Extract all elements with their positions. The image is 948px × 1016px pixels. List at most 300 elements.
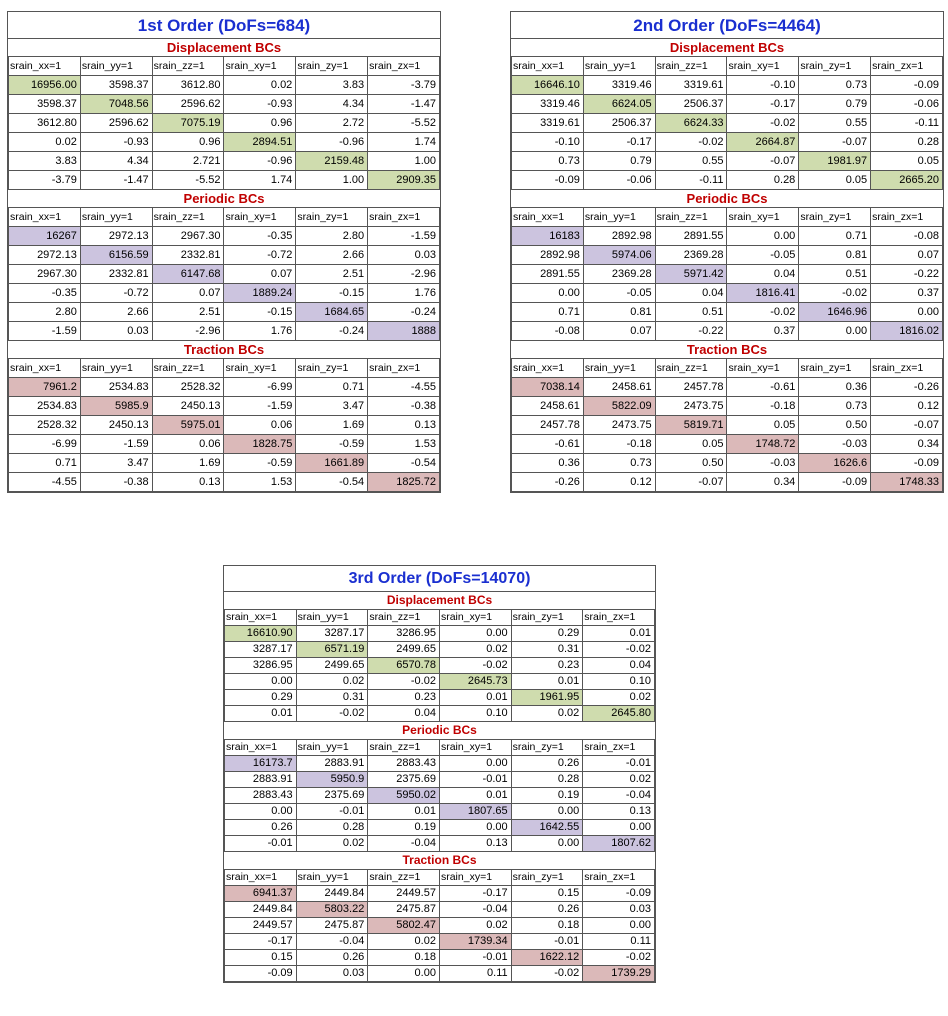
- table-cell: -6.99: [224, 378, 296, 397]
- column-header: srain_zx=1: [871, 208, 943, 227]
- diagonal-cell: 6570.78: [368, 658, 440, 674]
- table-row: [9, 284, 440, 303]
- table-cell: 3.83: [296, 76, 368, 95]
- header-row: [225, 610, 655, 626]
- table-cell: 2449.84: [225, 902, 297, 918]
- panel-title: 2nd Order (DoFs=4464): [511, 12, 943, 39]
- table-row: [9, 265, 440, 284]
- diagonal-cell: 6624.05: [583, 95, 655, 114]
- table-cell: 3319.46: [512, 95, 584, 114]
- table-row: [512, 322, 943, 341]
- table-cell: -0.01: [439, 950, 511, 966]
- column-header: srain_zx=1: [583, 870, 655, 886]
- table-cell: 0.73: [512, 152, 584, 171]
- table-cell: 0.04: [655, 284, 727, 303]
- table-row: [512, 435, 943, 454]
- table-cell: 0.51: [799, 265, 871, 284]
- stiffness-table: [511, 358, 943, 492]
- table-cell: 0.50: [655, 454, 727, 473]
- column-header: srain_xy=1: [439, 740, 511, 756]
- diagonal-cell: 1748.33: [871, 473, 943, 492]
- table-cell: 0.00: [439, 820, 511, 836]
- header-row: [9, 359, 440, 378]
- table-cell: 2457.78: [512, 416, 584, 435]
- column-header: srain_yy=1: [583, 359, 655, 378]
- table-cell: -0.02: [799, 284, 871, 303]
- column-header: srain_xx=1: [225, 610, 297, 626]
- table-cell: -0.07: [799, 133, 871, 152]
- table-row: [512, 133, 943, 152]
- table-row: [9, 416, 440, 435]
- diagonal-cell: 2664.87: [727, 133, 799, 152]
- table-cell: 0.00: [727, 227, 799, 246]
- diagonal-cell: 2894.51: [224, 133, 296, 152]
- table-row: [9, 473, 440, 492]
- column-header: srain_xy=1: [439, 870, 511, 886]
- table-row: [225, 690, 655, 706]
- table-cell: 0.05: [727, 416, 799, 435]
- table-row: [9, 322, 440, 341]
- column-header: srain_zy=1: [511, 610, 583, 626]
- table-cell: -0.04: [439, 902, 511, 918]
- table-row: [9, 246, 440, 265]
- table-cell: 0.71: [512, 303, 584, 322]
- column-header: srain_zx=1: [368, 359, 440, 378]
- diagonal-cell: 1889.24: [224, 284, 296, 303]
- table-cell: 0.01: [225, 706, 297, 722]
- table-cell: 2506.37: [655, 95, 727, 114]
- table-cell: -0.18: [583, 435, 655, 454]
- table-cell: -0.61: [512, 435, 584, 454]
- column-header: srain_yy=1: [80, 208, 152, 227]
- table-cell: 2883.43: [225, 788, 297, 804]
- table-cell: 2967.30: [152, 227, 224, 246]
- table-cell: -5.52: [368, 114, 440, 133]
- table-cell: 0.55: [799, 114, 871, 133]
- column-header: srain_zx=1: [871, 359, 943, 378]
- table-cell: -0.02: [511, 966, 583, 982]
- table-cell: 0.00: [871, 303, 943, 322]
- table-cell: -0.93: [224, 95, 296, 114]
- table-cell: 0.10: [583, 674, 655, 690]
- section-title: Displacement BCs: [166, 40, 282, 55]
- table-cell: -0.17: [225, 934, 297, 950]
- table-cell: 3.83: [9, 152, 81, 171]
- table-cell: 0.71: [296, 378, 368, 397]
- table-cell: -0.24: [296, 322, 368, 341]
- table-cell: 2457.78: [655, 378, 727, 397]
- table-cell: 2475.87: [368, 902, 440, 918]
- stiffness-table: [8, 207, 440, 341]
- table-cell: -4.55: [368, 378, 440, 397]
- panel-title: 1st Order (DoFs=684): [8, 12, 440, 39]
- table-cell: 0.18: [511, 918, 583, 934]
- table-cell: -0.02: [368, 674, 440, 690]
- table-row: [225, 642, 655, 658]
- diagonal-cell: 1622.12: [511, 950, 583, 966]
- header-row: [512, 208, 943, 227]
- table-row: [225, 658, 655, 674]
- table-cell: -0.17: [727, 95, 799, 114]
- table-cell: 2883.43: [368, 756, 440, 772]
- column-header: srain_yy=1: [296, 740, 368, 756]
- table-row: [225, 788, 655, 804]
- diagonal-cell: 1748.72: [727, 435, 799, 454]
- table-cell: 0.71: [9, 454, 81, 473]
- table-cell: -0.72: [80, 284, 152, 303]
- table-cell: 0.02: [583, 772, 655, 788]
- table-cell: -0.01: [225, 836, 297, 852]
- diagonal-cell: 7075.19: [152, 114, 224, 133]
- table-row: [512, 227, 943, 246]
- table-cell: 0.02: [368, 934, 440, 950]
- table-cell: 0.02: [439, 642, 511, 658]
- table-cell: -3.79: [368, 76, 440, 95]
- diagonal-cell: 5971.42: [655, 265, 727, 284]
- table-cell: 0.36: [799, 378, 871, 397]
- column-header: srain_zy=1: [296, 359, 368, 378]
- table-row: [9, 152, 440, 171]
- table-cell: 2891.55: [512, 265, 584, 284]
- table-cell: 0.18: [368, 950, 440, 966]
- diagonal-cell: 1626.6: [799, 454, 871, 473]
- column-header: srain_yy=1: [80, 57, 152, 76]
- table-cell: -0.38: [80, 473, 152, 492]
- table-row: [225, 674, 655, 690]
- table-row: [9, 76, 440, 95]
- table-row: [512, 303, 943, 322]
- table-row: [9, 378, 440, 397]
- table-cell: 2.66: [80, 303, 152, 322]
- table-row: [225, 772, 655, 788]
- table-cell: -0.59: [296, 435, 368, 454]
- column-header: srain_zz=1: [368, 610, 440, 626]
- table-cell: 3286.95: [368, 626, 440, 642]
- column-header: srain_zz=1: [368, 870, 440, 886]
- table-row: [9, 227, 440, 246]
- table-cell: 0.28: [296, 820, 368, 836]
- table-cell: 3319.61: [655, 76, 727, 95]
- table-row: [512, 76, 943, 95]
- table-cell: 0.00: [512, 284, 584, 303]
- table-cell: 0.06: [224, 416, 296, 435]
- table-cell: 0.28: [511, 772, 583, 788]
- table-cell: 2892.98: [583, 227, 655, 246]
- table-cell: 0.07: [583, 322, 655, 341]
- diagonal-cell: 1642.55: [511, 820, 583, 836]
- table-row: [9, 303, 440, 322]
- panel-title: 3rd Order (DoFs=14070): [224, 566, 655, 592]
- table-cell: 3598.37: [80, 76, 152, 95]
- table-cell: 0.79: [583, 152, 655, 171]
- table-row: [225, 756, 655, 772]
- table-cell: 0.31: [511, 642, 583, 658]
- table-cell: 2972.13: [9, 246, 81, 265]
- column-header: srain_xy=1: [727, 359, 799, 378]
- table-cell: -4.55: [9, 473, 81, 492]
- table-cell: 2332.81: [152, 246, 224, 265]
- table-cell: 2473.75: [583, 416, 655, 435]
- panel-2nd-order: [510, 11, 944, 493]
- table-cell: -1.59: [80, 435, 152, 454]
- table-row: [225, 918, 655, 934]
- diagonal-cell: 6571.19: [296, 642, 368, 658]
- table-cell: 0.07: [871, 246, 943, 265]
- table-cell: 2458.61: [512, 397, 584, 416]
- table-cell: 0.15: [225, 950, 297, 966]
- table-row: [512, 416, 943, 435]
- table-row: [225, 902, 655, 918]
- diagonal-cell: 5985.9: [80, 397, 152, 416]
- column-header: srain_yy=1: [80, 359, 152, 378]
- table-cell: 3287.17: [225, 642, 297, 658]
- table-cell: -0.11: [871, 114, 943, 133]
- column-header: srain_zz=1: [152, 359, 224, 378]
- table-cell: -0.04: [296, 934, 368, 950]
- table-cell: 2.72: [296, 114, 368, 133]
- table-cell: 0.37: [727, 322, 799, 341]
- table-cell: 0.37: [871, 284, 943, 303]
- table-cell: 0.96: [224, 114, 296, 133]
- table-cell: 0.50: [799, 416, 871, 435]
- table-cell: 0.79: [799, 95, 871, 114]
- table-cell: 2596.62: [80, 114, 152, 133]
- diagonal-cell: 1888: [368, 322, 440, 341]
- table-cell: -0.08: [512, 322, 584, 341]
- table-cell: 2528.32: [152, 378, 224, 397]
- column-header: srain_zz=1: [152, 208, 224, 227]
- column-header: srain_xx=1: [9, 359, 81, 378]
- table-cell: 0.73: [799, 397, 871, 416]
- table-cell: 2.80: [9, 303, 81, 322]
- section-traction: [8, 341, 440, 492]
- table-cell: 1.76: [368, 284, 440, 303]
- table-cell: -1.59: [224, 397, 296, 416]
- table-row: [225, 706, 655, 722]
- table-cell: -0.06: [871, 95, 943, 114]
- column-header: srain_xx=1: [9, 208, 81, 227]
- section-displacement: [224, 592, 655, 722]
- stiffness-table: [224, 609, 655, 722]
- table-cell: -0.10: [512, 133, 584, 152]
- table-cell: 2891.55: [655, 227, 727, 246]
- column-header: srain_zz=1: [368, 740, 440, 756]
- table-cell: -5.52: [152, 171, 224, 190]
- column-header: srain_zy=1: [511, 870, 583, 886]
- table-cell: -0.02: [439, 658, 511, 674]
- diagonal-cell: 16173.7: [225, 756, 297, 772]
- column-header: srain_zz=1: [655, 57, 727, 76]
- table-cell: 4.34: [296, 95, 368, 114]
- table-cell: 0.00: [799, 322, 871, 341]
- table-cell: 0.07: [224, 265, 296, 284]
- diagonal-cell: 2665.20: [871, 171, 943, 190]
- section-title: Periodic BCs: [183, 191, 265, 206]
- diagonal-cell: 6147.68: [152, 265, 224, 284]
- table-row: [225, 966, 655, 982]
- column-header: srain_xy=1: [224, 57, 296, 76]
- section-traction: [224, 852, 655, 982]
- table-cell: -0.26: [871, 378, 943, 397]
- section-title: Traction BCs: [686, 342, 768, 357]
- table-row: [512, 378, 943, 397]
- column-header: srain_xx=1: [9, 57, 81, 76]
- table-cell: 2883.91: [225, 772, 297, 788]
- table-cell: 0.04: [368, 706, 440, 722]
- table-cell: 3598.37: [9, 95, 81, 114]
- column-header: srain_xx=1: [512, 359, 584, 378]
- table-cell: 0.55: [655, 152, 727, 171]
- stiffness-table: [224, 869, 655, 982]
- column-header: srain_xy=1: [224, 208, 296, 227]
- column-header: srain_zy=1: [296, 57, 368, 76]
- table-cell: 0.26: [511, 756, 583, 772]
- table-cell: -0.93: [80, 133, 152, 152]
- table-cell: 1.74: [224, 171, 296, 190]
- table-cell: -0.02: [296, 706, 368, 722]
- header-row: [9, 57, 440, 76]
- table-cell: 0.01: [583, 626, 655, 642]
- table-cell: 1.53: [368, 435, 440, 454]
- panel-1st-order: [7, 11, 441, 493]
- diagonal-cell: 5974.06: [583, 246, 655, 265]
- table-cell: -2.96: [368, 265, 440, 284]
- diagonal-cell: 7048.56: [80, 95, 152, 114]
- column-header: srain_zx=1: [368, 208, 440, 227]
- table-cell: -1.59: [9, 322, 81, 341]
- table-row: [512, 246, 943, 265]
- column-header: srain_yy=1: [296, 870, 368, 886]
- diagonal-cell: 1961.95: [511, 690, 583, 706]
- table-cell: -0.22: [871, 265, 943, 284]
- table-cell: 3287.17: [296, 626, 368, 642]
- table-cell: 0.00: [511, 836, 583, 852]
- table-cell: 0.12: [871, 397, 943, 416]
- table-row: [225, 626, 655, 642]
- diagonal-cell: 5950.02: [368, 788, 440, 804]
- table-row: [512, 454, 943, 473]
- table-row: [225, 836, 655, 852]
- table-row: [9, 95, 440, 114]
- column-header: srain_xy=1: [727, 208, 799, 227]
- table-cell: 0.00: [583, 820, 655, 836]
- column-header: srain_zx=1: [368, 57, 440, 76]
- diagonal-cell: 5802.47: [368, 918, 440, 934]
- table-cell: -0.24: [368, 303, 440, 322]
- table-row: [512, 284, 943, 303]
- table-cell: 0.01: [439, 788, 511, 804]
- column-header: srain_xy=1: [727, 57, 799, 76]
- table-row: [9, 397, 440, 416]
- column-header: srain_xy=1: [439, 610, 511, 626]
- table-cell: 0.15: [511, 886, 583, 902]
- diagonal-cell: 1825.72: [368, 473, 440, 492]
- table-row: [512, 114, 943, 133]
- diagonal-cell: 1807.65: [439, 804, 511, 820]
- table-cell: -0.96: [224, 152, 296, 171]
- diagonal-cell: 2909.35: [368, 171, 440, 190]
- table-cell: 0.02: [296, 674, 368, 690]
- diagonal-cell: 1807.62: [583, 836, 655, 852]
- table-cell: 2375.69: [296, 788, 368, 804]
- column-header: srain_zz=1: [152, 57, 224, 76]
- table-cell: 2534.83: [9, 397, 81, 416]
- table-cell: 2332.81: [80, 265, 152, 284]
- table-cell: 0.28: [871, 133, 943, 152]
- table-cell: -0.08: [871, 227, 943, 246]
- column-header: srain_zx=1: [871, 57, 943, 76]
- column-header: srain_zx=1: [583, 610, 655, 626]
- table-cell: 0.04: [583, 658, 655, 674]
- table-cell: 2506.37: [583, 114, 655, 133]
- table-cell: 1.53: [224, 473, 296, 492]
- diagonal-cell: 6624.33: [655, 114, 727, 133]
- table-cell: 0.19: [511, 788, 583, 804]
- table-cell: -0.03: [727, 454, 799, 473]
- table-cell: 3.47: [80, 454, 152, 473]
- table-cell: 0.23: [511, 658, 583, 674]
- section-displacement: [511, 39, 943, 190]
- table-cell: 0.73: [583, 454, 655, 473]
- table-cell: -0.07: [871, 416, 943, 435]
- table-cell: 0.13: [583, 804, 655, 820]
- table-cell: 0.00: [439, 756, 511, 772]
- diagonal-cell: 16610.90: [225, 626, 297, 642]
- table-cell: 0.73: [799, 76, 871, 95]
- table-row: [9, 171, 440, 190]
- table-cell: -0.06: [583, 171, 655, 190]
- table-cell: 0.31: [296, 690, 368, 706]
- header-row: [225, 870, 655, 886]
- table-cell: 2596.62: [152, 95, 224, 114]
- table-cell: -0.11: [655, 171, 727, 190]
- section-title: Displacement BCs: [669, 40, 785, 55]
- table-cell: 0.29: [225, 690, 297, 706]
- table-cell: 2499.65: [368, 642, 440, 658]
- table-cell: 0.10: [439, 706, 511, 722]
- table-cell: 0.00: [583, 918, 655, 934]
- table-cell: 2375.69: [368, 772, 440, 788]
- table-row: [512, 95, 943, 114]
- column-header: srain_zz=1: [655, 208, 727, 227]
- table-cell: -0.04: [368, 836, 440, 852]
- table-cell: 2449.84: [296, 886, 368, 902]
- table-cell: 2458.61: [583, 378, 655, 397]
- table-row: [9, 114, 440, 133]
- diagonal-cell: 1739.34: [439, 934, 511, 950]
- table-cell: -0.72: [224, 246, 296, 265]
- table-cell: 2.51: [152, 303, 224, 322]
- diagonal-cell: 16183: [512, 227, 584, 246]
- table-cell: -0.17: [439, 886, 511, 902]
- diagonal-cell: 1981.97: [799, 152, 871, 171]
- table-cell: -0.59: [224, 454, 296, 473]
- table-cell: 2475.87: [296, 918, 368, 934]
- table-cell: -0.02: [727, 303, 799, 322]
- table-cell: 2369.28: [583, 265, 655, 284]
- table-cell: 3.47: [296, 397, 368, 416]
- table-row: [225, 820, 655, 836]
- table-cell: 1.76: [224, 322, 296, 341]
- column-header: srain_zz=1: [655, 359, 727, 378]
- table-cell: 0.02: [511, 706, 583, 722]
- diagonal-cell: 5819.71: [655, 416, 727, 435]
- table-cell: 0.28: [727, 171, 799, 190]
- table-cell: -0.35: [9, 284, 81, 303]
- table-cell: 2499.65: [296, 658, 368, 674]
- table-cell: 0.00: [511, 804, 583, 820]
- diagonal-cell: 5975.01: [152, 416, 224, 435]
